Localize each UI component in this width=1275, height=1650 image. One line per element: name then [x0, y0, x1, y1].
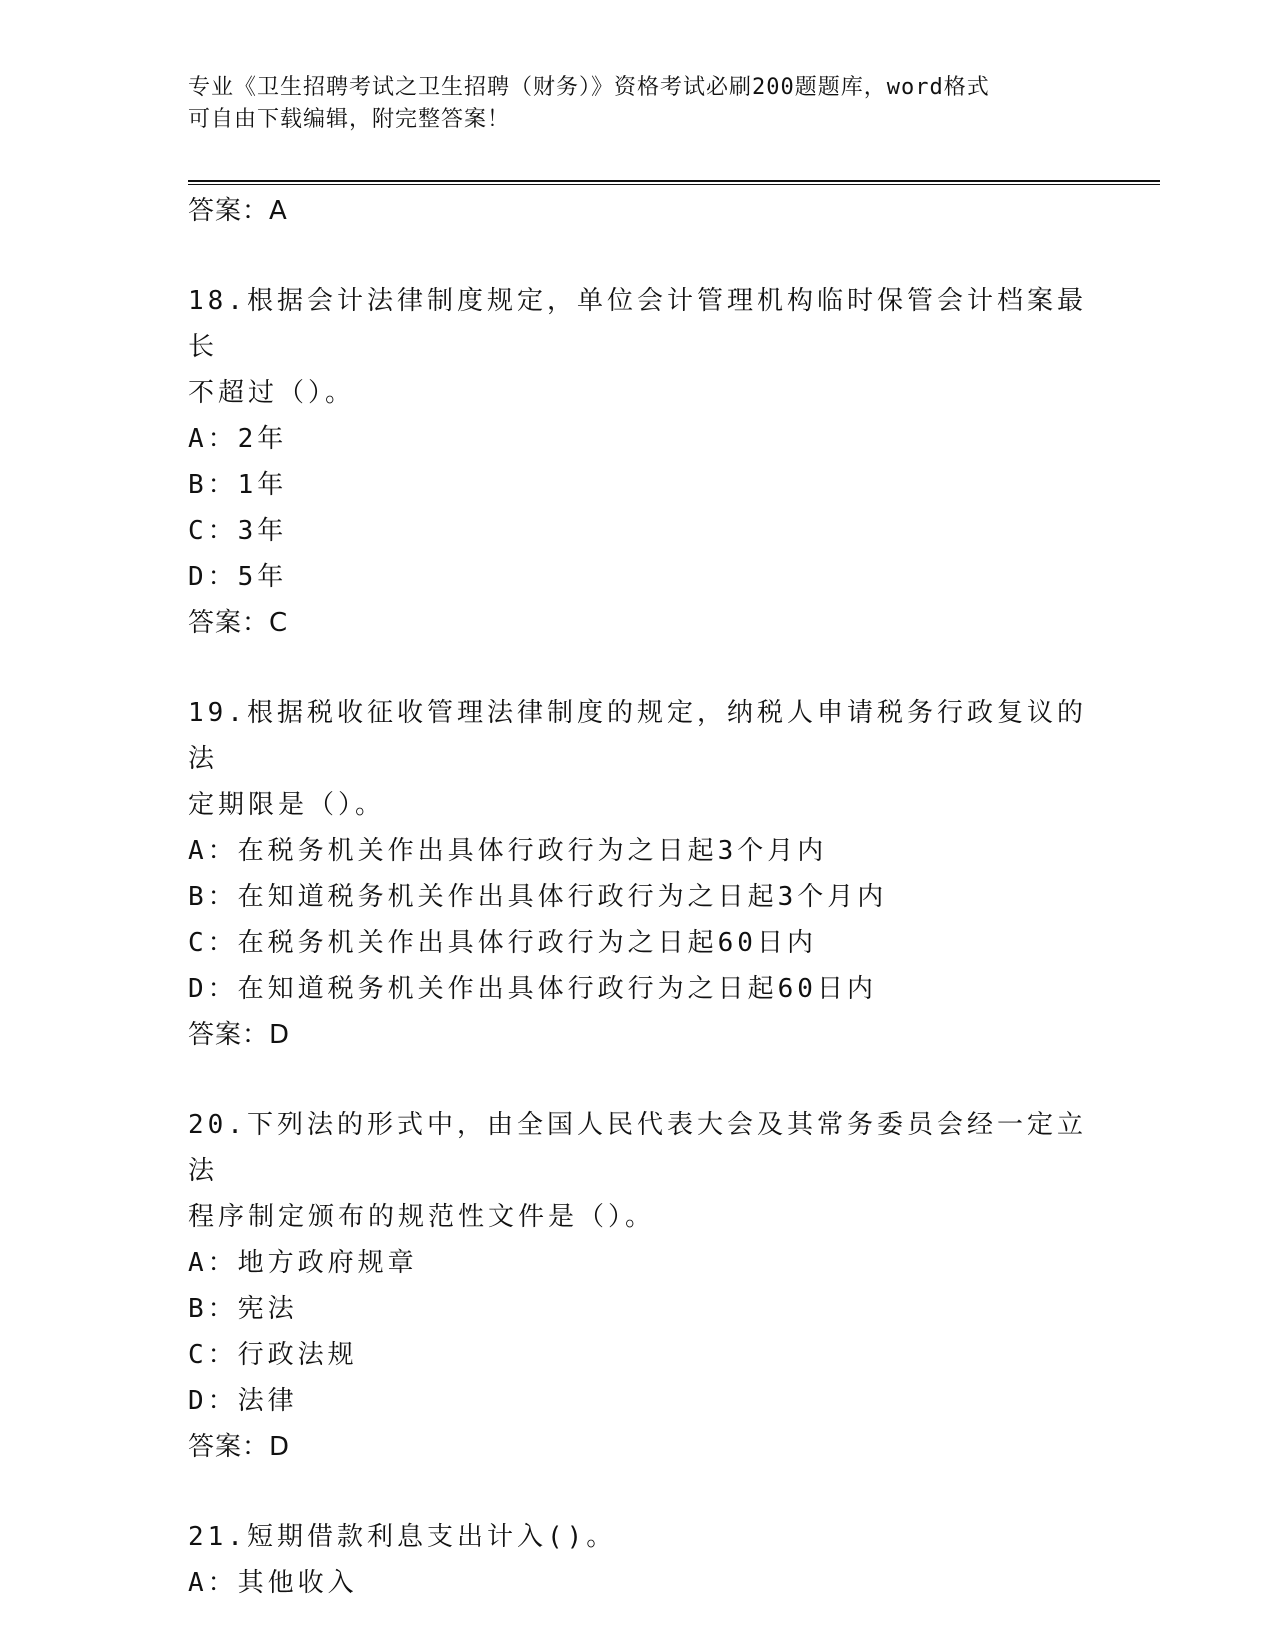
answer-line: 答案：A: [188, 196, 288, 226]
question-text: [188, 1514, 1088, 1560]
question-18: [188, 278, 1088, 646]
option-a: A：在税务机关作出具体行政行为之日起3个月内: [188, 836, 828, 866]
question-19: [188, 690, 1088, 1058]
header-divider-thin: [188, 184, 1160, 185]
option-a: A：2年: [188, 424, 288, 454]
option-d: D：5年: [188, 562, 288, 592]
question-text-line: 20.下列法的形式中，由全国人民代表大会及其常务委员会经一定立法: [188, 1110, 1087, 1186]
question-text-line: 21.短期借款利息支出计入()。: [188, 1522, 617, 1552]
question-text-line: 定期限是（）。: [188, 790, 386, 820]
question-20: [188, 1102, 1088, 1470]
option-a: A：其他收入: [188, 1568, 358, 1598]
question-text-line: 不超过（）。: [188, 378, 356, 408]
option-a: A：地方政府规章: [188, 1248, 418, 1278]
option-c: C：在税务机关作出具体行政行为之日起60日内: [188, 928, 817, 958]
option-d: D：法律: [188, 1386, 298, 1416]
question-text-line: 19.根据税收征收管理法律制度的规定，纳税人申请税务行政复议的法: [188, 698, 1087, 774]
question-text: [188, 1102, 1088, 1240]
option-b: B：1年: [188, 470, 288, 500]
document-header: [188, 72, 1088, 136]
header-divider: [188, 180, 1160, 182]
option-c: C：行政法规: [188, 1340, 358, 1370]
option-d: D：在知道税务机关作出具体行政行为之日起60日内: [188, 974, 877, 1004]
header-line-1: 专业《卫生招聘考试之卫生招聘（财务）》资格考试必刷200题题库，word格式: [188, 75, 990, 100]
question-text-line: 18.根据会计法律制度规定，单位会计管理机构临时保管会计档案最长: [188, 286, 1087, 362]
option-b: B：在知道税务机关作出具体行政行为之日起3个月内: [188, 882, 888, 912]
document-body: [188, 188, 1088, 1650]
header-line-2: 可自由下载编辑，附完整答案！: [188, 107, 511, 132]
question-text-line: 程序制定颁布的规范性文件是（）。: [188, 1202, 656, 1232]
question-text: [188, 690, 1088, 828]
option-c: C：3年: [188, 516, 288, 546]
question-21: [188, 1514, 1088, 1606]
option-b: B：宪法: [188, 1294, 298, 1324]
answer-line: 答案：D: [188, 1432, 291, 1462]
answer-line: 答案：D: [188, 1020, 291, 1050]
question-text: [188, 278, 1088, 416]
answer-line: 答案：C: [188, 608, 289, 638]
